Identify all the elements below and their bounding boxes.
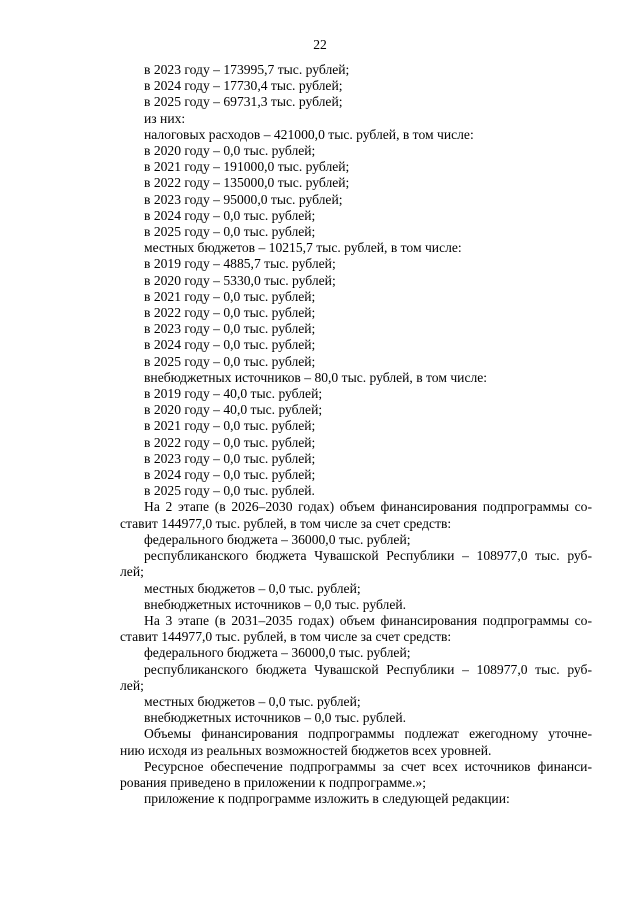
text-line: в 2023 году – 173995,7 тыс. рублей; — [144, 62, 350, 77]
text-line: в 2021 году – 0,0 тыс. рублей; — [144, 288, 316, 304]
resources-paragraph-line: рования приведено в приложении к подпрограмме.»; — [120, 774, 426, 790]
text-line: в 2025 году – 0,0 тыс. рублей; — [144, 224, 316, 240]
page-number: 22 — [313, 37, 327, 52]
stage3-republic-line: республиканского бюджета Чувашской Республики – 108977,0 тыс. руб- — [144, 661, 592, 677]
text-line: в 2023 году – 95000,0 тыс. рублей; — [144, 191, 343, 207]
stage3-paragraph-line: На 3 этапе (в 2031–2035 годах) объем финансирования подпрограммы со- — [144, 612, 592, 628]
text-line: в 2020 году – 0,0 тыс. рублей; — [144, 143, 316, 159]
stage2-paragraph-line: На 2 этапе (в 2026–2030 годах) объем финансирования подпрограммы со- — [144, 499, 592, 515]
text-line: в 2021 году – 191000,0 тыс. рублей; — [144, 159, 350, 175]
text-line: в 2025 году – 0,0 тыс. рублей; — [144, 353, 316, 369]
text-line: в 2020 году – 40,0 тыс. рублей; — [144, 402, 323, 418]
text-line: в 2020 году – 5330,0 тыс. рублей; — [144, 272, 336, 288]
text-line: в 2021 году – 0,0 тыс. рублей; — [144, 418, 316, 434]
text-line: в 2022 году – 0,0 тыс. рублей; — [144, 305, 316, 321]
text-line: в 2025 году – 0,0 тыс. рублей. — [144, 483, 315, 499]
appendix-line: приложение к подпрограмме изложить в следующей редакции: — [144, 791, 510, 807]
stage3-republic-line: лей; — [120, 677, 144, 693]
stage3-extra: внебюджетных источников – 0,0 тыс. рублей. — [144, 710, 407, 726]
stage2-extra: внебюджетных источников – 0,0 тыс. рублей. — [144, 596, 407, 612]
text-line: в 2019 году – 40,0 тыс. рублей; — [144, 386, 323, 402]
text-line: в 2024 году – 0,0 тыс. рублей; — [144, 467, 316, 483]
volumes-paragraph-line: нию исходя из реальных возможностей бюджетов всех уровней. — [120, 742, 492, 758]
stage2-federal: федерального бюджета – 36000,0 тыс. рублей; — [144, 531, 411, 547]
stage2-local: местных бюджетов – 0,0 тыс. рублей; — [144, 580, 361, 596]
text-line: в 2019 году – 4885,7 тыс. рублей; — [144, 256, 336, 272]
text-line: в 2025 году – 69731,3 тыс. рублей; — [144, 94, 343, 110]
text-line: в 2022 году – 135000,0 тыс. рублей; — [144, 175, 350, 191]
text-line: внебюджетных источников – 80,0 тыс. рублей, в том числе: — [144, 369, 488, 385]
stage2-paragraph-line: ставит 144977,0 тыс. рублей, в том числе за счет средств: — [120, 515, 452, 531]
stage2-republic-line: лей; — [120, 564, 144, 580]
stage3-paragraph-line: ставит 144977,0 тыс. рублей, в том числе за счет средств: — [120, 629, 452, 645]
text-line: в 2024 году – 17730,4 тыс. рублей; — [144, 78, 343, 94]
text-line: в 2023 году – 0,0 тыс. рублей; — [144, 450, 316, 466]
text-line: налоговых расходов – 421000,0 тыс. рублей, в том числе: — [144, 126, 474, 142]
text-line: из них: — [144, 110, 186, 126]
text-line: в 2022 году – 0,0 тыс. рублей; — [144, 434, 316, 450]
volumes-paragraph-line: Объемы финансирования подпрограммы подлежат ежегодному уточне- — [144, 726, 592, 742]
stage3-local: местных бюджетов – 0,0 тыс. рублей; — [144, 693, 361, 709]
resources-paragraph-line: Ресурсное обеспечение подпрограммы за счет всех источников финанси- — [144, 758, 592, 774]
stage2-republic-line: республиканского бюджета Чувашской Республики – 108977,0 тыс. руб- — [144, 548, 592, 564]
text-line: в 2024 году – 0,0 тыс. рублей; — [144, 337, 316, 353]
stage3-federal: федерального бюджета – 36000,0 тыс. рублей; — [144, 645, 411, 661]
text-line: в 2023 году – 0,0 тыс. рублей; — [144, 321, 316, 337]
text-line: в 2024 году – 0,0 тыс. рублей; — [144, 207, 316, 223]
text-line: местных бюджетов – 10215,7 тыс. рублей, в том числе: — [144, 240, 462, 256]
document-body — [120, 62, 592, 807]
